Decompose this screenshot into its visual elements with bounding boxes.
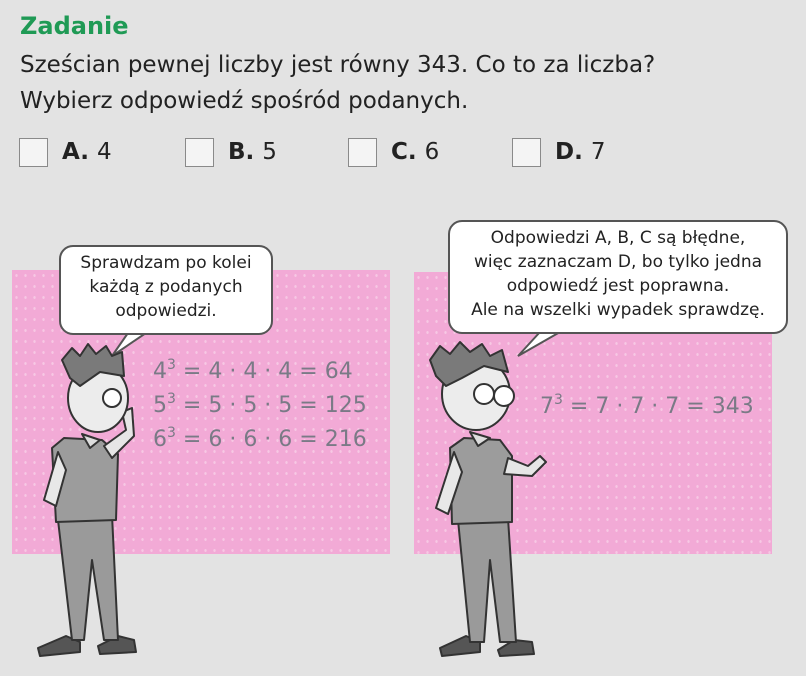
equation-row: $6^3 = 6 \cdot 6 \cdot 6 = 216$ bbox=[153, 425, 367, 452]
right-boy-figure bbox=[430, 342, 546, 656]
equation-row: $7^3 = 7 \cdot 7 \cdot 7 = 343$ bbox=[540, 392, 754, 419]
right-bubble-tail bbox=[518, 332, 560, 356]
question-line-1: Sześcian pewnej liczby jest równy 343. Co to za liczba? bbox=[20, 52, 656, 78]
option-d-letter: D. bbox=[555, 139, 583, 165]
right-speech-bubble bbox=[448, 220, 788, 334]
equation-row: $4^3 = 4 \cdot 4 \cdot 4 = 64$ bbox=[153, 357, 353, 384]
bubble-line: odpowiedzi. bbox=[115, 301, 217, 321]
question-line-2: Wybierz odpowiedź spośród podanych. bbox=[20, 88, 469, 114]
left-speech-bubble bbox=[59, 245, 273, 335]
bubble-line: odpowiedź jest poprawna. bbox=[506, 276, 730, 296]
bubble-line: Odpowiedzi A, B, C są błędne, bbox=[490, 228, 746, 248]
option-c-value: 6 bbox=[424, 139, 440, 165]
bubble-line: Sprawdzam po kolei bbox=[80, 253, 252, 273]
bubble-line: Ale na wszelki wypadek sprawdzę. bbox=[471, 300, 765, 320]
option-a-value: 4 bbox=[96, 139, 112, 165]
bubble-line: więc zaznaczam D, bo tylko jedna bbox=[473, 252, 763, 272]
left-boy-figure bbox=[38, 344, 136, 656]
left-bubble-tail bbox=[112, 333, 146, 356]
option-d-value: 7 bbox=[590, 139, 606, 165]
task-title: Zadanie bbox=[20, 12, 129, 40]
option-c-letter: C. bbox=[391, 139, 417, 165]
bubble-line: każdą z podanych bbox=[89, 277, 243, 297]
equation-row: $5^3 = 5 \cdot 5 \cdot 5 = 125$ bbox=[153, 391, 367, 418]
option-b-letter: B. bbox=[228, 139, 255, 165]
option-b-value: 5 bbox=[262, 139, 277, 165]
option-a-letter: A. bbox=[62, 139, 89, 165]
